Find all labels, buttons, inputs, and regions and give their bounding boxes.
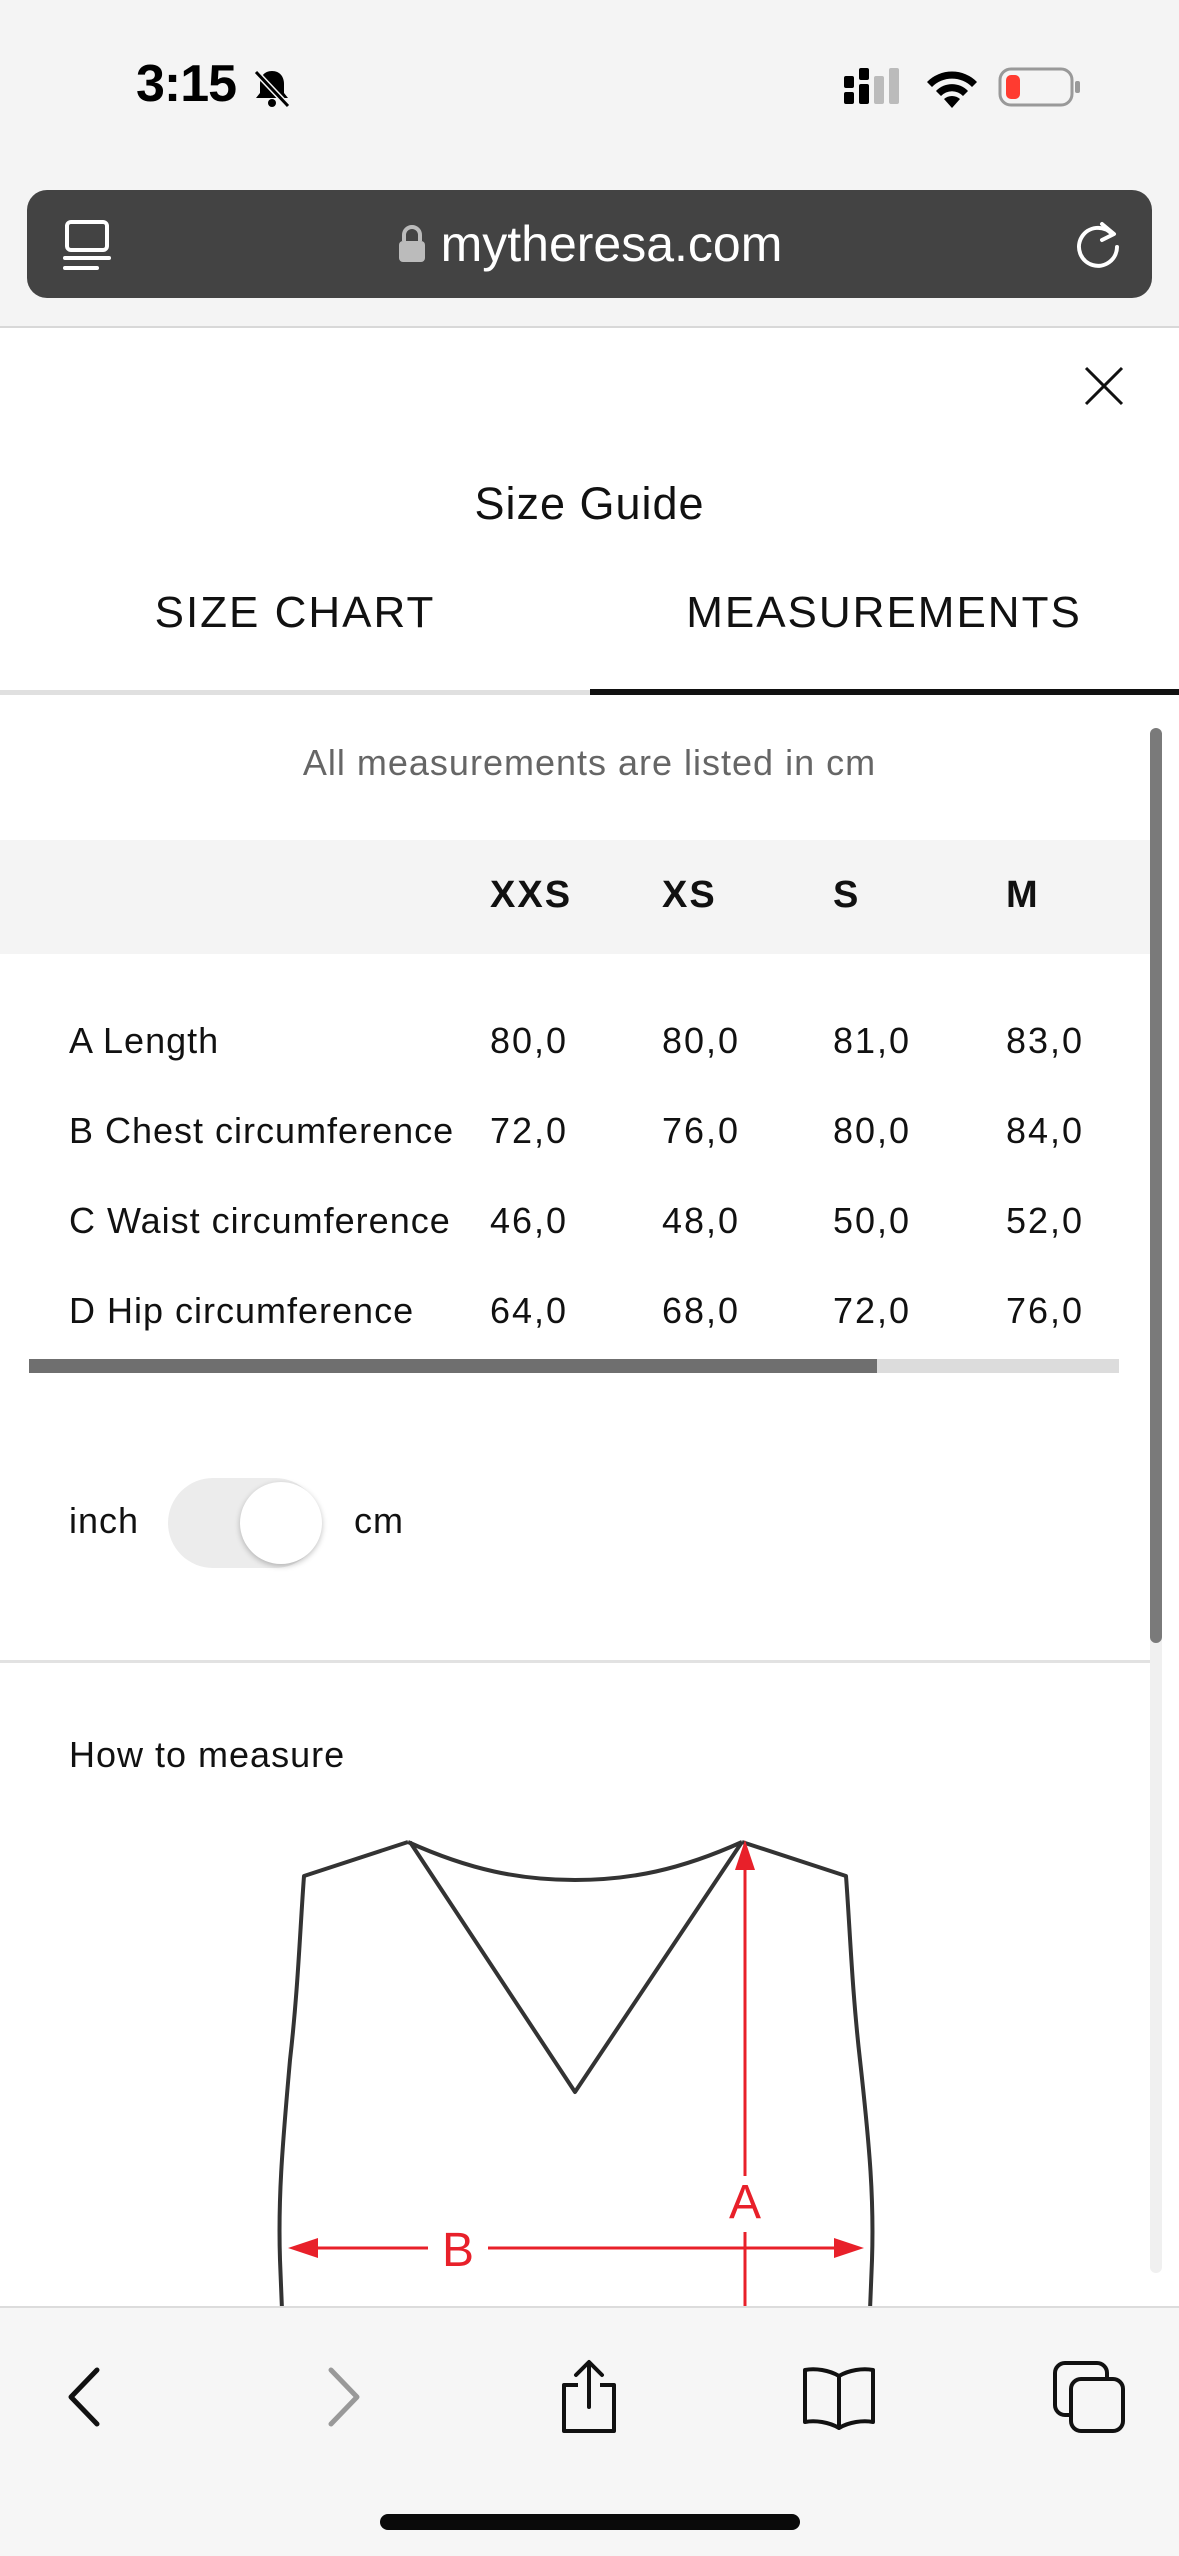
table-cell: 81,0 — [833, 1020, 912, 1061]
size-guide-tabs — [0, 570, 1179, 698]
table-row — [0, 1020, 1150, 1110]
tab-underline-inactive — [0, 690, 590, 695]
table-row — [0, 1110, 1150, 1200]
vertical-scrollbar-thumb[interactable] — [1150, 728, 1162, 1643]
bookmarks-button[interactable] — [794, 2352, 884, 2442]
tabs-button[interactable] — [1044, 2352, 1134, 2442]
measurement-diagram — [270, 1820, 890, 2310]
share-button[interactable] — [544, 2352, 634, 2442]
table-cell: 83,0 — [1006, 1020, 1085, 1061]
close-icon[interactable] — [1078, 360, 1130, 412]
unit-toggle-row — [0, 1476, 1150, 1572]
lock-icon — [397, 224, 427, 264]
table-cell: 52,0 — [1006, 1200, 1085, 1241]
cellular-signal-icon — [842, 68, 906, 112]
row-label: C Waist circumference — [69, 1200, 451, 1241]
table-cell: 68,0 — [662, 1290, 741, 1331]
unit-label-cm[interactable]: cm — [354, 1500, 404, 1541]
table-cell: 72,0 — [490, 1110, 569, 1151]
tab-underline-active — [590, 689, 1179, 695]
table-cell: 84,0 — [1006, 1110, 1085, 1151]
tab-measurements[interactable]: MEASUREMENTS — [686, 588, 1082, 637]
column-header: S — [833, 874, 861, 916]
how-to-measure-title: How to measure — [69, 1734, 346, 1775]
row-label: B Chest circumference — [69, 1110, 455, 1151]
unit-label-inch[interactable]: inch — [69, 1500, 140, 1541]
column-header: M — [1006, 874, 1040, 916]
toggle-knob — [240, 1482, 322, 1564]
table-cell: 76,0 — [1006, 1290, 1085, 1331]
forward-button[interactable] — [296, 2352, 386, 2442]
section-divider — [0, 1660, 1150, 1663]
table-cell: 72,0 — [833, 1290, 912, 1331]
battery-low-icon — [998, 66, 1082, 108]
row-label: D Hip circumference — [69, 1290, 415, 1331]
reload-icon[interactable] — [1072, 220, 1124, 272]
tab-size-chart[interactable]: SIZE CHART — [154, 588, 436, 637]
status-time: 3:15 — [136, 55, 237, 113]
tabs-icon — [1051, 2359, 1127, 2435]
back-button[interactable] — [42, 2352, 132, 2442]
table-header — [0, 840, 1150, 954]
unit-toggle[interactable] — [168, 1478, 320, 1568]
address-bar[interactable] — [27, 190, 1152, 298]
row-label: A Length — [69, 1020, 220, 1061]
page-title: Size Guide — [474, 478, 705, 529]
table-cell: 46,0 — [490, 1200, 569, 1241]
table-cell: 50,0 — [833, 1200, 912, 1241]
column-header: XS — [662, 874, 717, 916]
table-cell: 80,0 — [662, 1020, 741, 1061]
diagram-label-b: B — [441, 2224, 475, 2277]
table-cell: 80,0 — [490, 1020, 569, 1061]
table-cell: 48,0 — [662, 1200, 741, 1241]
units-note: All measurements are listed in cm — [302, 742, 877, 783]
column-header: XXS — [490, 874, 573, 916]
table-horizontal-scrollbar-thumb[interactable] — [29, 1359, 877, 1373]
diagram-label-a: A — [728, 2176, 762, 2229]
bookmarks-icon — [799, 2362, 879, 2432]
back-icon — [57, 2362, 117, 2432]
table-cell: 80,0 — [833, 1110, 912, 1151]
browser-address-area — [0, 180, 1179, 328]
home-indicator[interactable] — [380, 2514, 800, 2530]
share-icon — [554, 2357, 624, 2437]
url-text: mytheresa.com — [440, 216, 783, 272]
forward-icon — [311, 2362, 371, 2432]
bell-slash-icon — [250, 66, 294, 110]
wifi-icon — [922, 64, 982, 110]
table-cell: 76,0 — [662, 1110, 741, 1151]
status-bar — [0, 0, 1179, 180]
table-row — [0, 1200, 1150, 1290]
table-cell: 64,0 — [490, 1290, 569, 1331]
